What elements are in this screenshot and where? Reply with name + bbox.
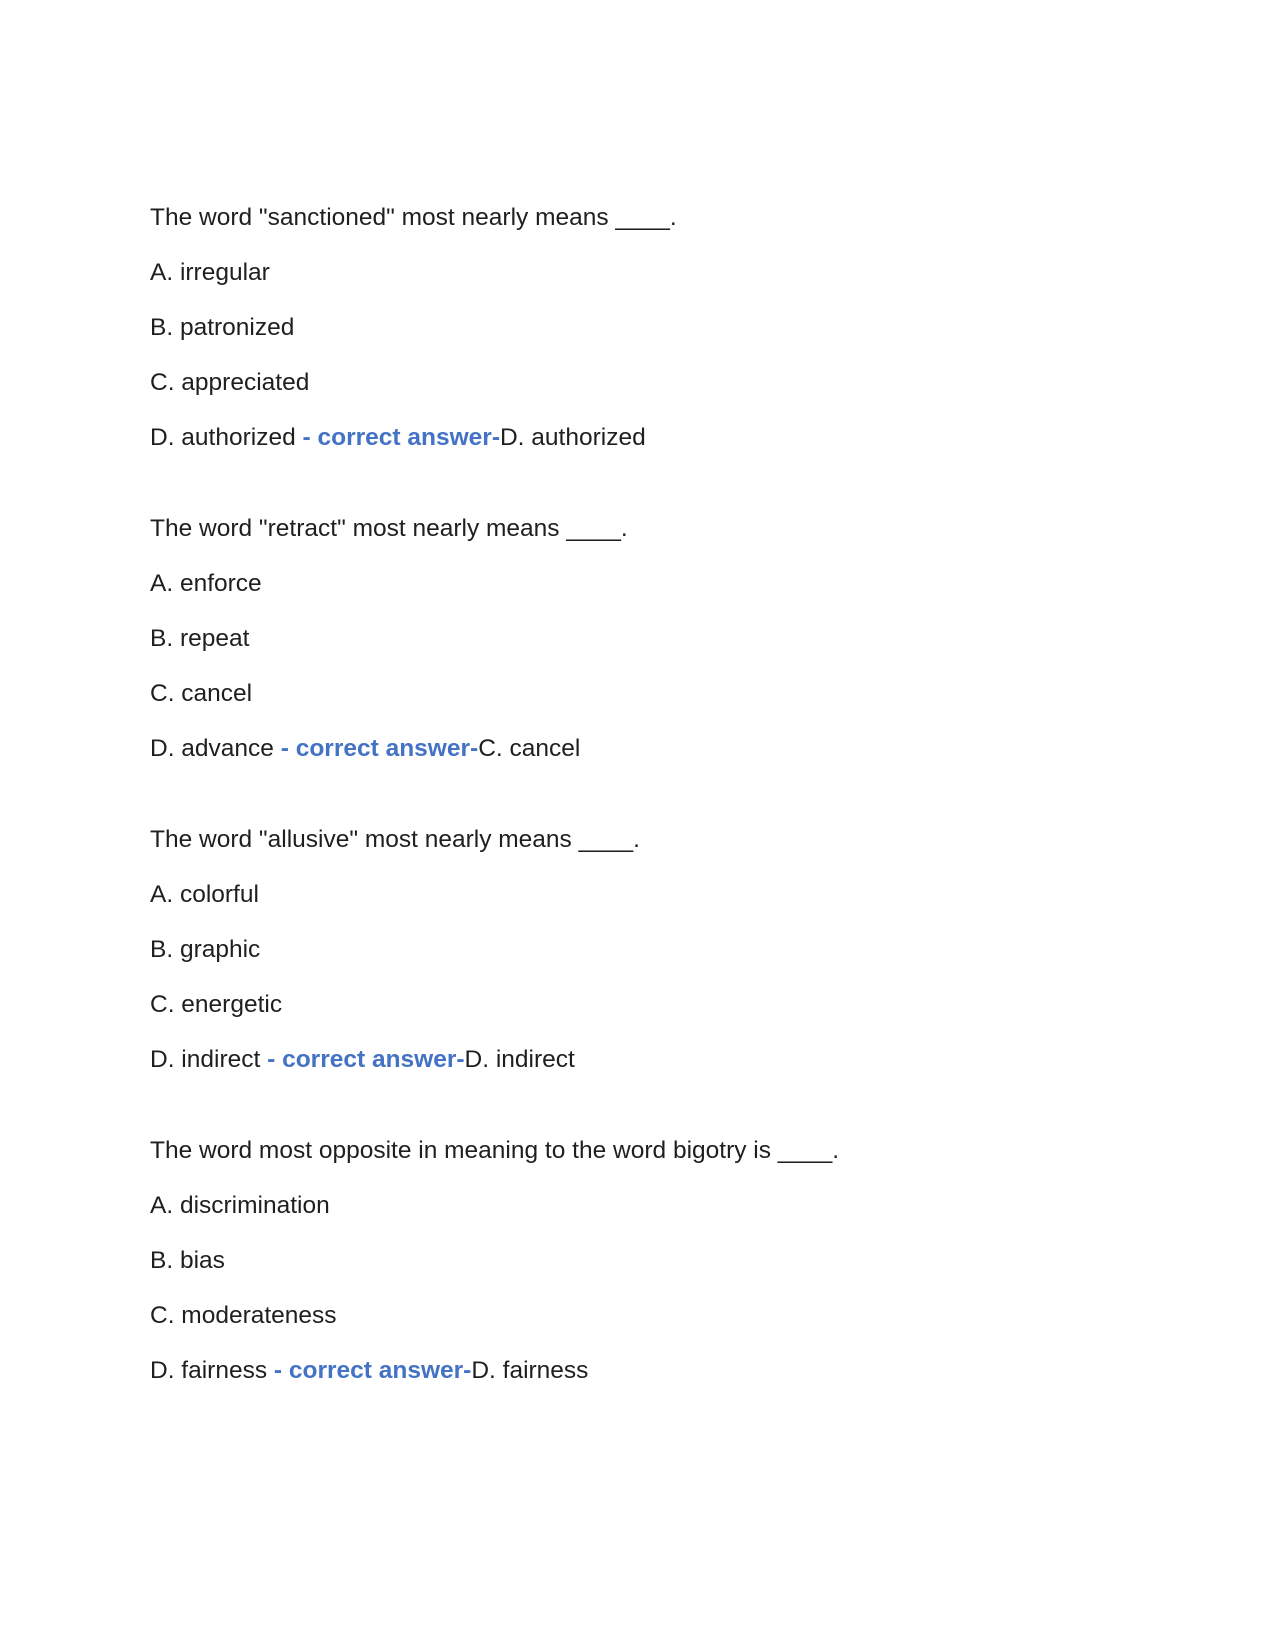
option-a: A. discrimination — [150, 1192, 330, 1219]
option-d: D. fairness — [150, 1357, 268, 1384]
question-block — [150, 1136, 1150, 1386]
option-c: C. energetic — [150, 991, 283, 1018]
question-block — [150, 203, 1150, 453]
option-c: C. cancel — [150, 680, 253, 707]
question-block — [150, 514, 1150, 764]
question-prompt: The word most opposite in meaning to the word bigotry is ____. — [150, 1137, 840, 1164]
correct-answer-tag: - correct answer- — [295, 424, 500, 451]
option-b: B. patronized — [150, 314, 295, 341]
correct-answer-tag: - correct answer- — [260, 1046, 465, 1073]
option-b: B. repeat — [150, 625, 250, 652]
option-d-with-answer — [150, 1356, 1150, 1386]
option-d: D. authorized — [150, 424, 296, 451]
correct-answer-tag: - correct answer- — [267, 1357, 472, 1384]
question-prompt: The word "sanctioned" most nearly means ____. — [150, 204, 677, 231]
question-block — [150, 825, 1150, 1075]
option-a: A. irregular — [150, 259, 270, 286]
correct-answer-tag: - correct answer- — [273, 735, 479, 762]
option-b: B. graphic — [150, 936, 261, 963]
option-d: D. advance — [150, 735, 274, 762]
option-d-with-answer — [150, 1045, 1150, 1075]
correct-answer: C. cancel — [478, 735, 581, 762]
option-d-with-answer — [150, 734, 1150, 764]
correct-answer: D. authorized — [499, 424, 646, 451]
question-prompt: The word "allusive" most nearly means ____. — [150, 826, 640, 853]
option-a: A. colorful — [150, 881, 259, 908]
option-d: D. indirect — [150, 1046, 261, 1073]
option-c: C. moderateness — [150, 1302, 337, 1329]
question-prompt: The word "retract" most nearly means ____. — [150, 515, 628, 542]
option-d-with-answer — [150, 423, 1150, 453]
option-a: A. enforce — [150, 570, 262, 597]
document-page — [150, 203, 1150, 1447]
correct-answer: D. indirect — [464, 1046, 575, 1073]
option-b: B. bias — [150, 1247, 225, 1274]
option-c: C. appreciated — [150, 369, 310, 396]
correct-answer: D. fairness — [471, 1357, 589, 1384]
